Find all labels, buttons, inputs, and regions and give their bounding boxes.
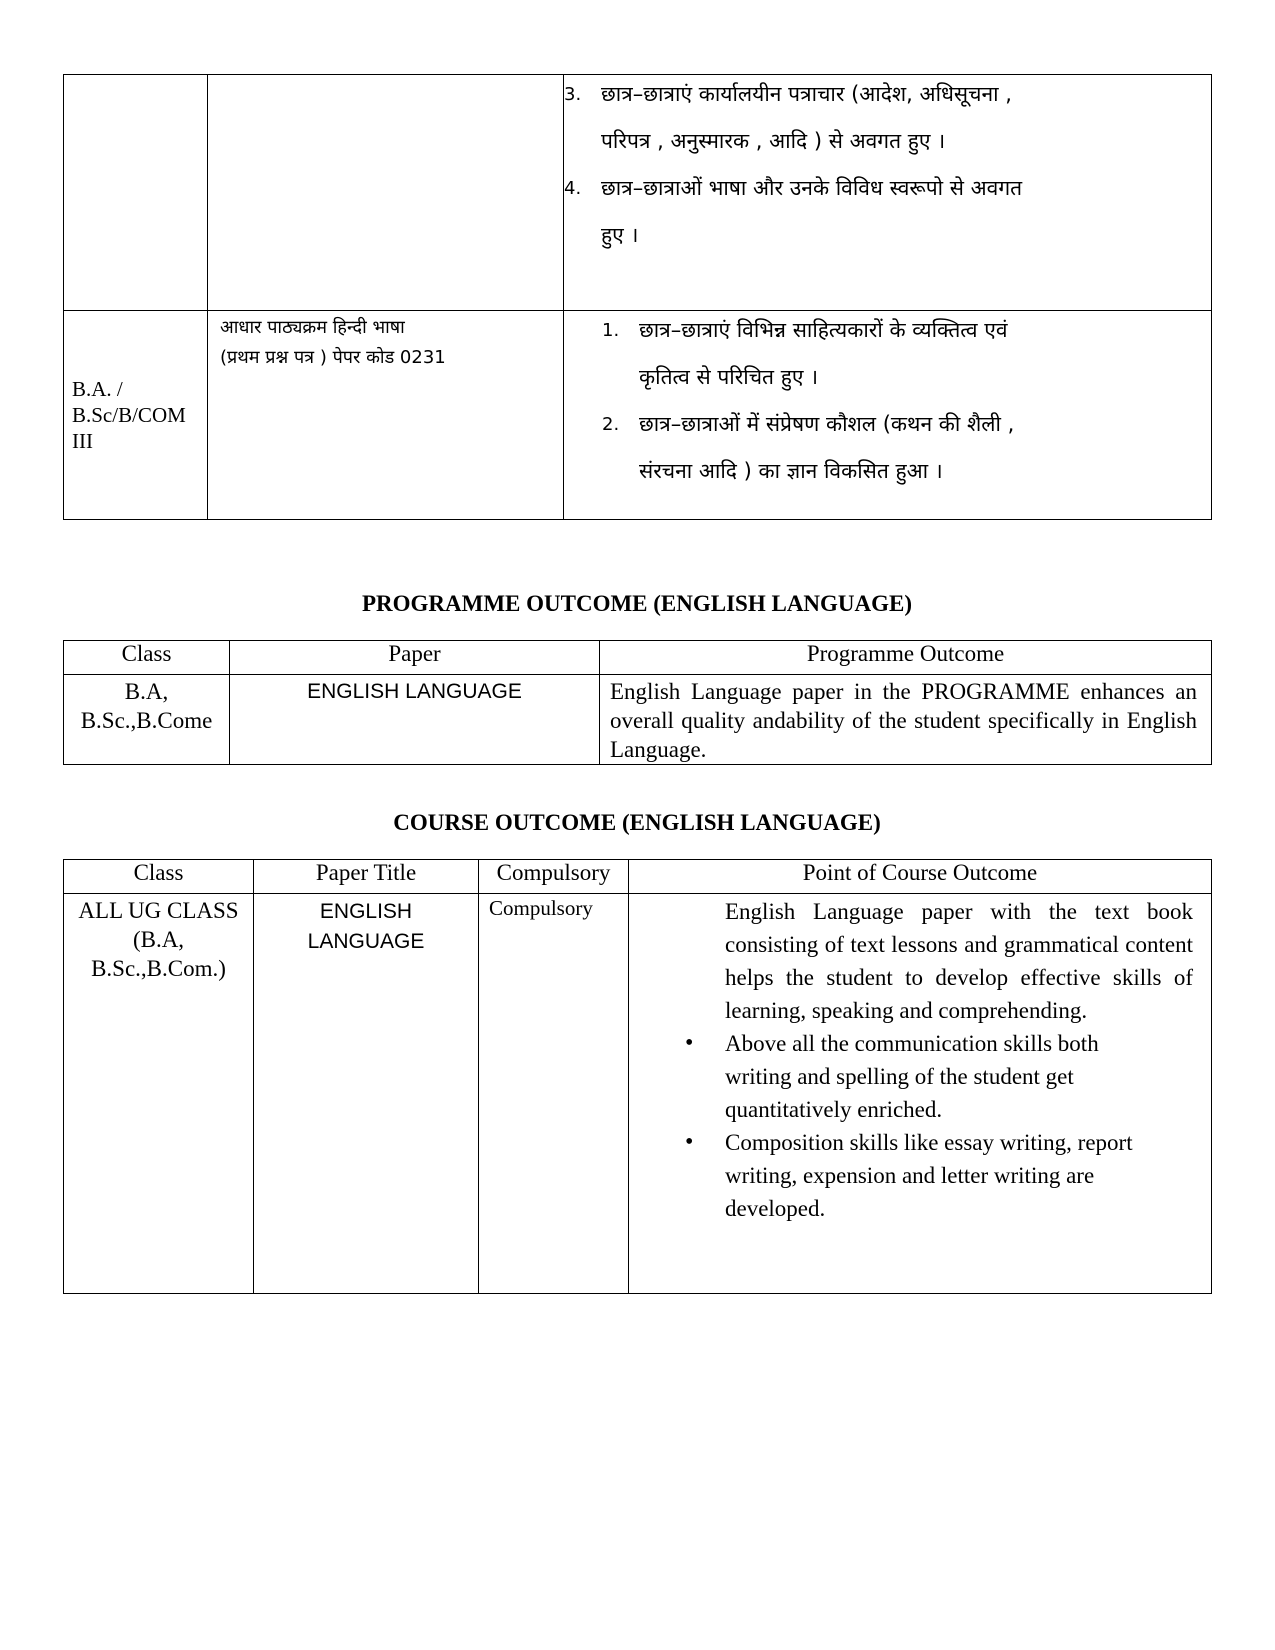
item-number: 3. [564,84,582,105]
item-text: छात्र–छात्राएं विभिन्न साहित्यकारों के व्यक्तित्व एवं [639,318,1008,342]
table-row [64,75,1212,311]
header-compulsory: Compulsory [479,860,629,894]
compulsory-cell: Compulsory [479,894,629,1294]
list-item [564,165,1211,259]
table-header-row [64,641,1212,675]
outcome-cell [564,311,1212,520]
class-cell [64,75,208,311]
list-item: • Above all the communication skills both writing and spelling of the student get quantitatively enriched. [725,1027,1197,1126]
item-number: 4. [564,178,582,199]
table-row [64,311,1212,520]
item-number: 2. [602,414,620,435]
outcome-points-list [629,895,1197,1225]
paper-line: आधार पाठ्यक्रम हिन्दी भाषा [220,317,405,338]
hindi-outcome-table [63,74,1212,520]
programme-outcome-table [63,640,1212,765]
item-text: छात्र–छात्राएं कार्यालयीन पत्राचार (आदेश, अधिसूचना , [601,82,1012,106]
class-cell [64,311,208,520]
paper-cell [208,311,564,520]
item-text: परिपत्र , अनुस्मारक , आदि ) से अवगत हुए । [601,129,946,153]
header-class: Class [64,860,254,894]
list-item [564,307,1211,401]
course-outcome-table [63,859,1212,1294]
class-cell: B.A, B.Sc.,B.Come [64,675,230,765]
list-item [564,71,1211,165]
list-item: • Composition skills like essay writing, report writing, expension and letter writing are developed. [725,1126,1197,1225]
paper-line: (प्रथम प्रश्न पत्र ) पेपर कोड 0231 [220,347,446,368]
item-text: छात्र–छात्राओं भाषा और उनके विविध स्वरूपो से अवगत [601,176,1023,200]
item-text: कृतित्व से परिचित हुए । [639,365,819,389]
course-outcome-cell [629,894,1212,1294]
class-text: B.A. / B.Sc/B/COM III [72,377,186,453]
header-class: Class [64,641,230,675]
table-row [64,675,1212,765]
item-text: छात्र–छात्राओं में संप्रेषण कौशल (कथन की शैली , [639,412,1015,436]
outcome-cell [564,75,1212,311]
outcome-list [564,307,1211,495]
list-item: English Language paper with the text book consisting of text lessons and grammatical content helps the student to develop effective skills of learning, speaking and comprehending. [725,899,1193,1023]
table-header-row [64,860,1212,894]
outcome-list [564,71,1211,259]
paper-cell [208,75,564,311]
item-text: संरचना आदि ) का ज्ञान विकसित हुआ । [639,459,943,483]
header-course-outcome: Point of Course Outcome [629,860,1212,894]
item-number: 1. [602,320,620,341]
programme-outcome-heading: PROGRAMME OUTCOME (ENGLISH LANGUAGE) [361,591,913,616]
list-item [564,401,1211,495]
header-outcome: Programme Outcome [600,641,1212,675]
course-outcome-heading: COURSE OUTCOME (ENGLISH LANGUAGE) [393,810,881,835]
paper-cell: ENGLISH LANGUAGE [230,675,600,765]
header-paper-title: Paper Title [254,860,479,894]
outcome-cell: English Language paper in the PROGRAMME enhances an overall quality andability of the student specifically in English Language. [600,675,1212,765]
paper-title-cell: ENGLISH LANGUAGE [254,894,479,1294]
class-cell: ALL UG CLASS (B.A, B.Sc.,B.Com.) [64,894,254,1294]
item-text: हुए । [601,223,639,247]
header-paper: Paper [230,641,600,675]
table-row [64,894,1212,1294]
